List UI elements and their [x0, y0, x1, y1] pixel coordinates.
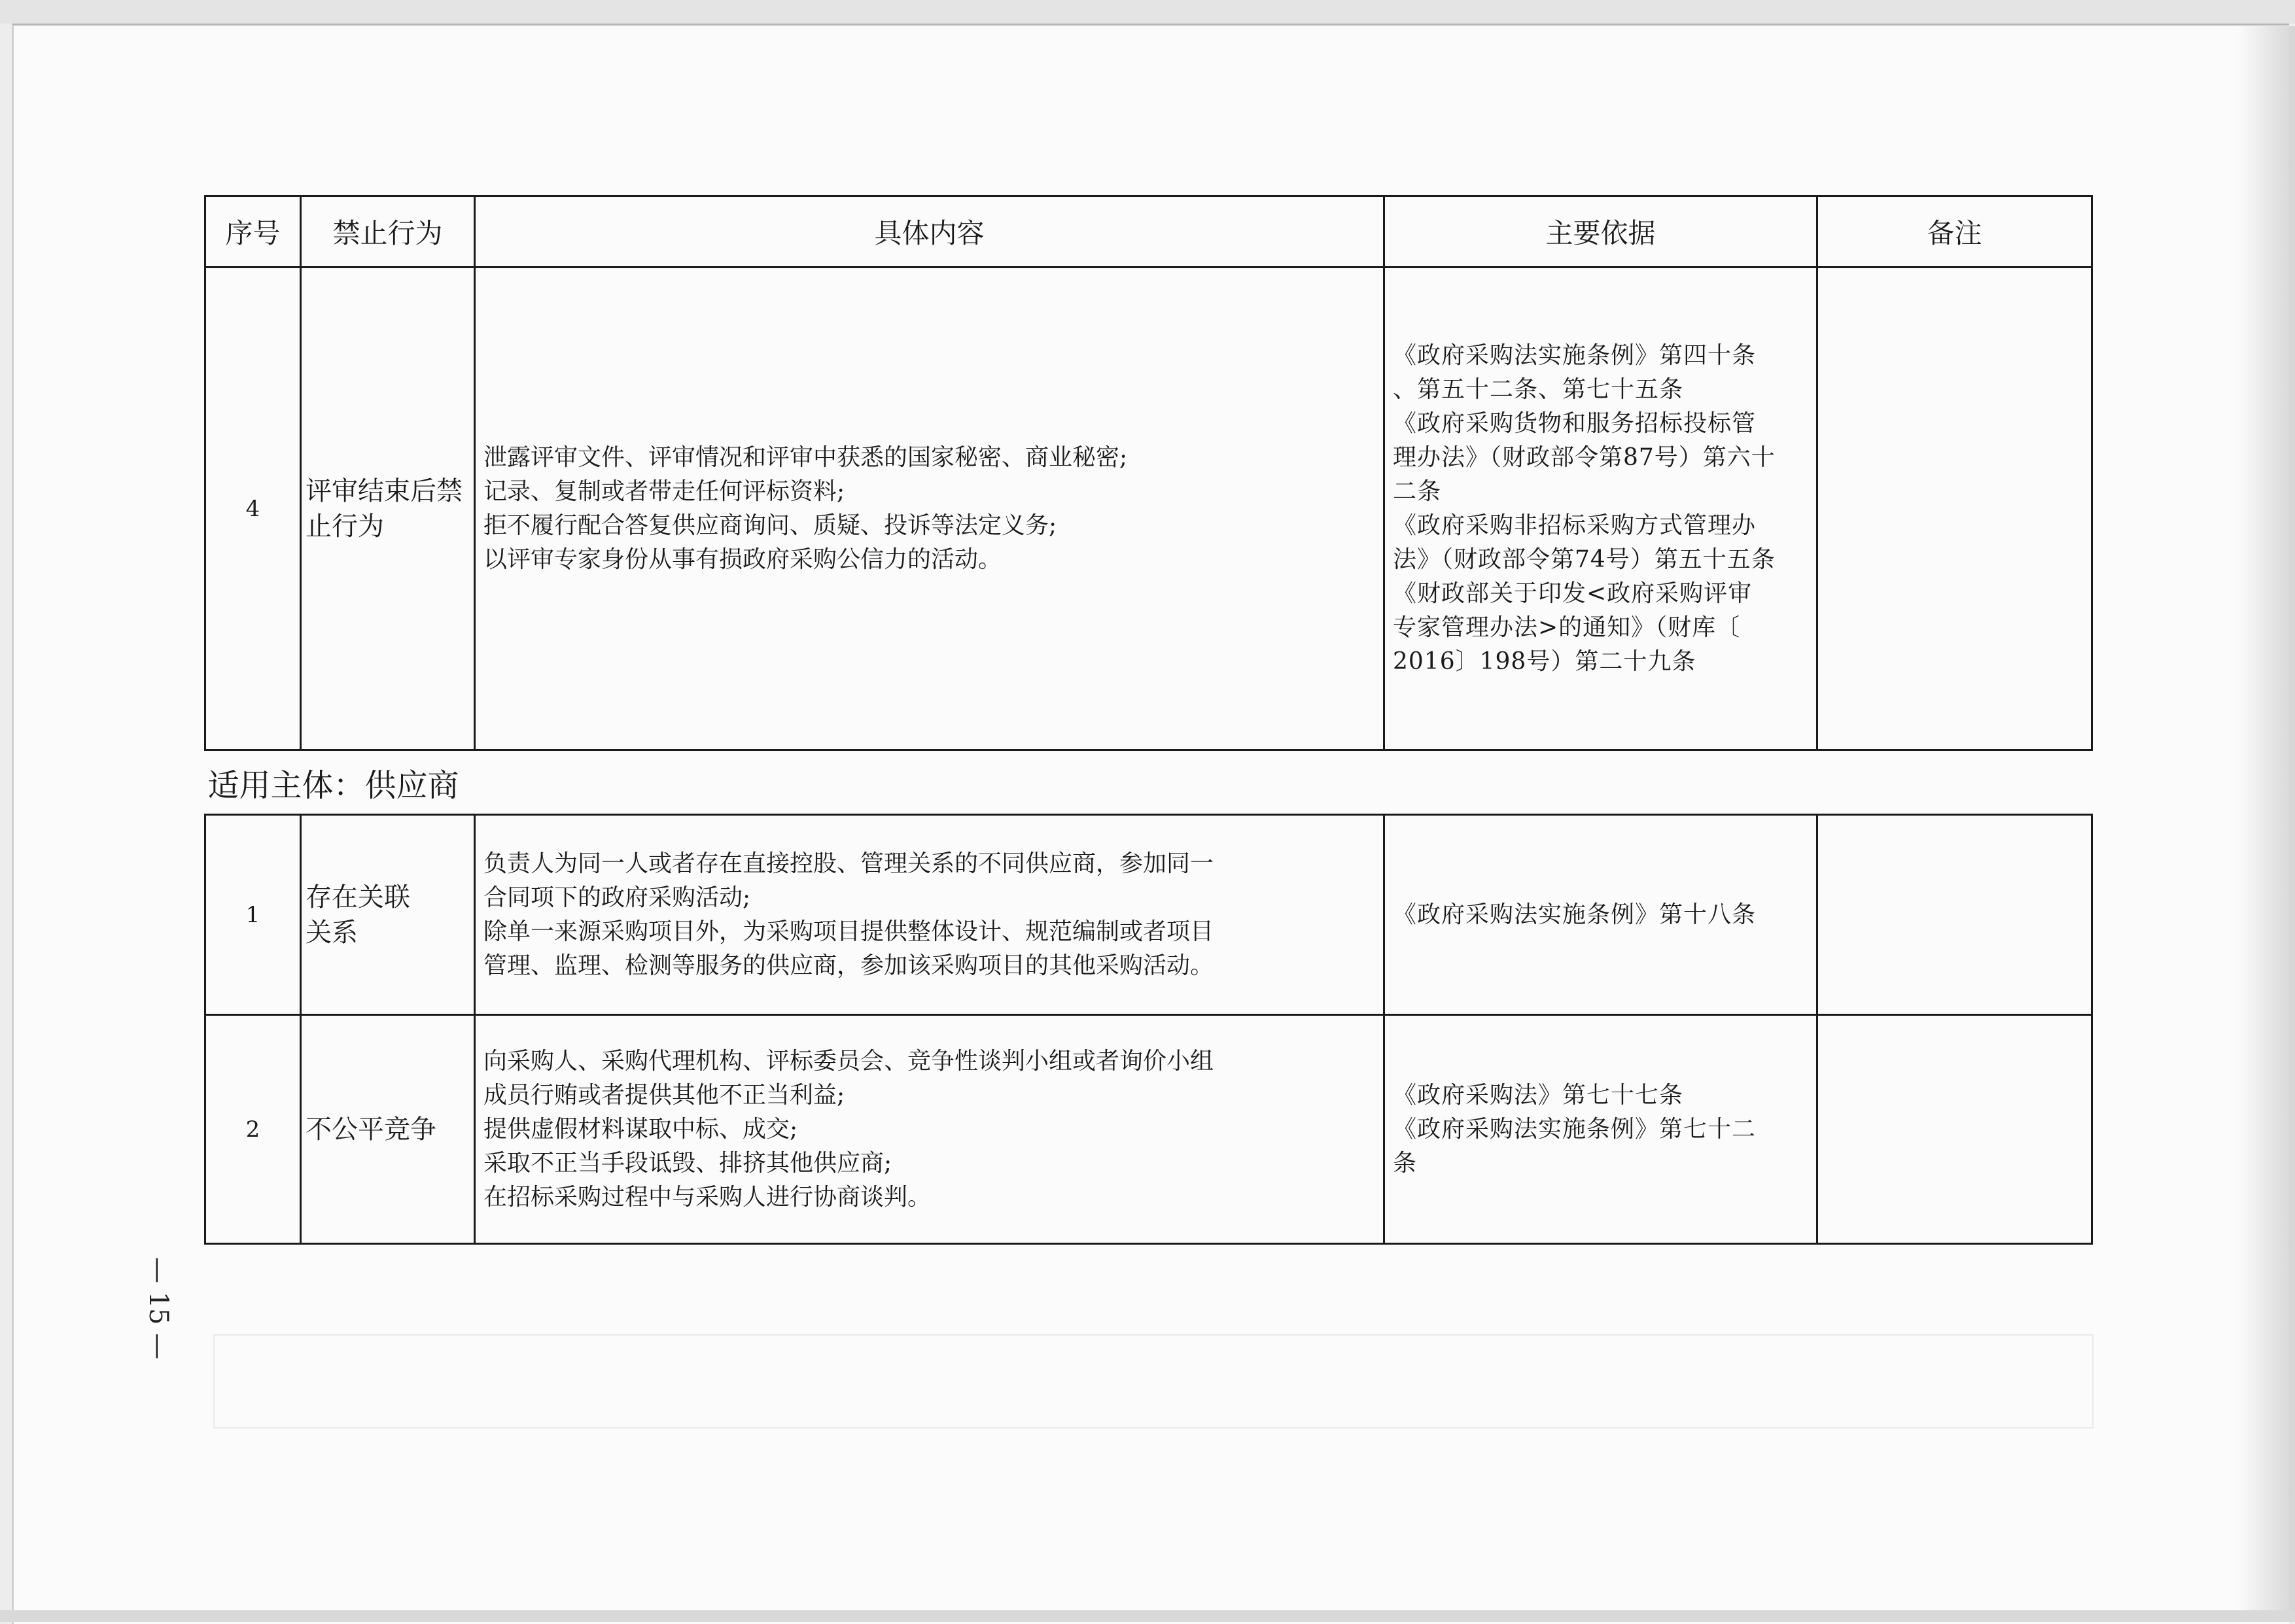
table-header-row: [205, 196, 2092, 268]
content-line: 向采购人、采购代理机构、评标委员会、竞争性谈判小组或者询价小组: [483, 1047, 1214, 1075]
header-num: 序号: [205, 196, 301, 268]
row-number: 4: [205, 268, 301, 750]
table-row: [205, 268, 2092, 750]
basis-line: 《政府采购法实施条例》第十八条: [1393, 901, 1757, 928]
basis-line: 法》（财政部令第74号）第五十五条: [1393, 545, 1776, 573]
table-row: [205, 815, 2092, 1015]
behavior-cell: [301, 1015, 475, 1244]
row-number: 1: [205, 815, 301, 1015]
scan-top-edge: [0, 0, 2295, 24]
row-number: 2: [205, 1015, 301, 1244]
content-line: 合同项下的政府采购活动;: [483, 884, 751, 911]
content-line: 成员行贿或者提供其他不正当利益;: [483, 1081, 845, 1109]
page-number: — 15 —: [143, 1256, 173, 1360]
basis-line: 《政府采购法实施条例》第四十条: [1393, 341, 1757, 369]
bleed-through-table: [213, 1334, 2094, 1428]
section-row: [205, 750, 2092, 815]
basis-cell: [1384, 815, 1817, 1015]
basis-line: 理办法》（财政部令第87号）第六十: [1393, 443, 1776, 471]
scan-bottom-edge: [0, 1610, 2295, 1622]
content-line: 泄露评审文件、评审情况和评审中获悉的国家秘密、商业秘密;: [483, 443, 1128, 471]
header-content: 具体内容: [475, 196, 1384, 268]
content-cell: [475, 268, 1384, 750]
header-basis: 主要依据: [1384, 196, 1817, 268]
content-line: 在招标采购过程中与采购人进行协商谈判。: [483, 1183, 932, 1211]
behavior-line: 关系: [306, 917, 358, 948]
remarks-cell: [1817, 815, 2092, 1015]
basis-cell: [1384, 1015, 1817, 1244]
basis-line: 《政府采购法》第七十七条: [1393, 1081, 1684, 1109]
behavior-line: 存在关联: [306, 882, 410, 912]
content-line: 提供虚假材料谋取中标、成交;: [483, 1115, 798, 1143]
behavior-cell: [301, 268, 475, 750]
basis-line: 《政府采购法实施条例》第七十二: [1393, 1115, 1757, 1143]
content-line: 拒不履行配合答复供应商询问、质疑、投诉等法定义务;: [483, 511, 1057, 539]
content-cell: [475, 1015, 1384, 1244]
content-line: 记录、复制或者带走任何评标资料;: [483, 477, 845, 505]
header-behavior: 禁止行为: [301, 196, 475, 268]
behavior-cell: [301, 815, 475, 1015]
basis-line: 、第五十二条、第七十五条: [1393, 375, 1684, 403]
basis-line: 2016〕198号）第二十九条: [1393, 648, 1696, 675]
header-remarks: 备注: [1817, 196, 2092, 268]
content-line: 采取不正当手段诋毁、排挤其他供应商;: [483, 1149, 892, 1177]
behavior-line: 不公平竞争: [306, 1114, 436, 1145]
basis-line: 《财政部关于印发<政府采购评审: [1393, 579, 1753, 607]
content-line: 管理、监理、检测等服务的供应商，参加该采购项目的其他采购活动。: [483, 952, 1214, 979]
prohibited-behavior-table: [204, 195, 2093, 1245]
scan-right-shadow: [2237, 26, 2295, 1610]
basis-cell: [1384, 268, 1817, 750]
basis-line: 《政府采购货物和服务招标投标管: [1393, 409, 1757, 437]
content-line: 以评审专家身份从事有损政府采购公信力的活动。: [483, 545, 1002, 573]
basis-line: 《政府采购非招标采购方式管理办: [1393, 511, 1757, 539]
content-cell: [475, 815, 1384, 1015]
basis-line: 专家管理办法>的通知》（财库〔: [1393, 613, 1741, 641]
table-row: [205, 1015, 2092, 1244]
behavior-line: 止行为: [306, 511, 384, 542]
content-line: 负责人为同一人或者存在直接控股、管理关系的不同供应商，参加同一: [483, 850, 1214, 877]
remarks-cell: [1817, 268, 2092, 750]
behavior-line: 评审结束后禁: [306, 475, 463, 506]
basis-line: 二条: [1393, 477, 1442, 505]
remarks-cell: [1817, 1015, 2092, 1244]
content-line: 除单一来源采购项目外，为采购项目提供整体设计、规范编制或者项目: [483, 918, 1214, 945]
section-title: 适用主体：供应商: [205, 750, 2092, 815]
basis-line: 条: [1393, 1149, 1418, 1177]
